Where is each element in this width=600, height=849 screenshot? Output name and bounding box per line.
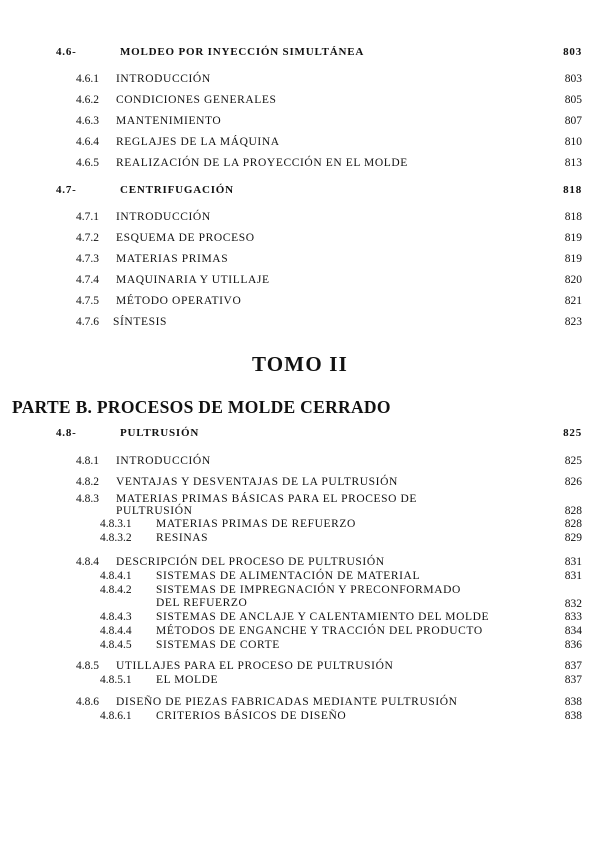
toc-item xyxy=(0,134,600,150)
item-title: INTRODUCCIÓN xyxy=(116,73,211,85)
item-title: EL MOLDE xyxy=(156,674,219,686)
item-title: INTRODUCCIÓN xyxy=(116,211,211,223)
item-page: 823 xyxy=(564,316,582,328)
item-number: 4.8.5 xyxy=(76,660,99,672)
toc-section-4-7 xyxy=(0,182,600,198)
item-number: 4.8.4.4 xyxy=(100,625,132,637)
toc-subitem xyxy=(0,517,600,531)
item-number: 4.6.3 xyxy=(76,115,99,127)
item-number: 4.8.6.1 xyxy=(100,710,132,722)
item-page: 828 xyxy=(564,518,582,530)
item-title-line-2: PULTRUSIÓN xyxy=(116,505,193,517)
part-title: PARTE B. PROCESOS DE MOLDE CERRADO xyxy=(12,397,391,417)
item-page: 838 xyxy=(564,696,582,708)
item-number: 4.8.3 xyxy=(76,493,99,505)
item-page: 803 xyxy=(564,73,582,85)
item-title-line-1: SISTEMAS DE IMPREGNACIÓN Y PRECONFORMADO xyxy=(156,584,461,596)
item-number: 4.7.2 xyxy=(76,232,99,244)
item-title: MÉTODOS DE ENGANCHE Y TRACCIÓN DEL PRODUCTO xyxy=(156,625,483,637)
volume-title: TOMO II xyxy=(251,352,349,376)
toc-subitem xyxy=(0,531,600,545)
item-title: SISTEMAS DE ALIMENTACIÓN DE MATERIAL xyxy=(156,570,421,582)
item-page: 819 xyxy=(564,253,582,265)
item-title-line-1: MATERIAS PRIMAS BÁSICAS PARA EL PROCESO DE xyxy=(116,493,418,505)
item-page: 831 xyxy=(564,556,582,568)
toc-item xyxy=(0,555,600,569)
item-number: 4.8.3.1 xyxy=(100,518,132,530)
section-page: 825 xyxy=(563,427,582,439)
toc-item xyxy=(0,314,600,330)
toc-item xyxy=(0,71,600,87)
item-page: 831 xyxy=(564,570,582,582)
toc-subitem xyxy=(0,569,600,583)
toc-item xyxy=(0,453,600,469)
item-title: MÉTODO OPERATIVO xyxy=(116,295,242,307)
item-title: MATERIAS PRIMAS xyxy=(116,253,229,265)
item-title: DISEÑO DE PIEZAS FABRICADAS MEDIANTE PULTRUSIÓN xyxy=(116,696,458,708)
item-title: ESQUEMA DE PROCESO xyxy=(116,232,255,244)
item-number: 4.7.5 xyxy=(76,295,99,307)
item-number: 4.6.5 xyxy=(76,157,99,169)
toc-item xyxy=(0,272,600,288)
item-title: VENTAJAS Y DESVENTAJAS DE LA PULTRUSIÓN xyxy=(116,476,398,488)
item-title: RESINAS xyxy=(156,532,209,544)
toc-section-4-8 xyxy=(0,425,600,441)
toc-item xyxy=(0,92,600,108)
toc-subitem xyxy=(0,624,600,638)
toc-subitem xyxy=(0,638,600,652)
toc-item xyxy=(0,293,600,309)
item-number: 4.6.1 xyxy=(76,73,99,85)
toc-subitem xyxy=(0,583,600,611)
item-title: SISTEMAS DE CORTE xyxy=(156,639,280,651)
toc-item xyxy=(0,209,600,225)
item-number: 4.7.6 xyxy=(76,316,99,328)
item-number: 4.7.3 xyxy=(76,253,99,265)
item-page: 834 xyxy=(564,625,582,637)
item-title: MANTENIMIENTO xyxy=(116,115,222,127)
item-page: 813 xyxy=(564,157,582,169)
item-number: 4.8.4.2 xyxy=(100,584,132,596)
toc-item xyxy=(0,659,600,673)
item-page: 832 xyxy=(564,598,582,610)
section-number: 4.7- xyxy=(56,184,77,196)
item-number: 4.6.4 xyxy=(76,136,99,148)
item-title: CRITERIOS BÁSICOS DE DISEÑO xyxy=(156,710,347,722)
item-title: CONDICIONES GENERALES xyxy=(116,94,277,106)
item-number: 4.6.2 xyxy=(76,94,99,106)
item-number: 4.7.1 xyxy=(76,211,99,223)
item-title: DESCRIPCIÓN DEL PROCESO DE PULTRUSIÓN xyxy=(116,556,385,568)
item-title: MATERIAS PRIMAS DE REFUERZO xyxy=(156,518,356,530)
item-page: 837 xyxy=(564,660,582,672)
item-page: 833 xyxy=(564,611,582,623)
item-page: 818 xyxy=(564,211,582,223)
toc-item xyxy=(0,155,600,171)
item-title: MAQUINARIA Y UTILLAJE xyxy=(116,274,270,286)
item-number: 4.8.6 xyxy=(76,696,99,708)
toc-item xyxy=(0,695,600,709)
item-page: 826 xyxy=(564,476,582,488)
item-title: INTRODUCCIÓN xyxy=(116,455,211,467)
item-number: 4.8.4 xyxy=(76,556,99,568)
section-page: 803 xyxy=(563,46,582,58)
item-title: REALIZACIÓN DE LA PROYECCIÓN EN EL MOLDE xyxy=(116,157,408,169)
item-page: 807 xyxy=(564,115,582,127)
section-title: MOLDEO POR INYECCIÓN SIMULTÁNEA xyxy=(120,46,365,58)
toc-subitem xyxy=(0,709,600,723)
toc-item xyxy=(0,251,600,267)
item-number: 4.7.4 xyxy=(76,274,99,286)
item-title: REGLAJES DE LA MÁQUINA xyxy=(116,136,280,148)
item-page: 838 xyxy=(564,710,582,722)
item-number: 4.8.3.2 xyxy=(100,532,132,544)
item-page: 829 xyxy=(564,532,582,544)
item-page: 820 xyxy=(564,274,582,286)
item-page: 819 xyxy=(564,232,582,244)
section-title: CENTRIFUGACIÓN xyxy=(120,184,234,196)
item-title: SISTEMAS DE ANCLAJE Y CALENTAMIENTO DEL MOLDE xyxy=(156,611,490,623)
item-number: 4.8.2 xyxy=(76,476,99,488)
item-number: 4.8.5.1 xyxy=(100,674,132,686)
item-number: 4.8.4.1 xyxy=(100,570,132,582)
item-title: SÍNTESIS xyxy=(113,316,168,328)
item-number: 4.8.4.5 xyxy=(100,639,132,651)
item-page: 805 xyxy=(564,94,582,106)
item-number: 4.8.4.3 xyxy=(100,611,132,623)
toc-item xyxy=(0,113,600,129)
item-page: 836 xyxy=(564,639,582,651)
toc-section-4-6 xyxy=(0,44,600,60)
toc-item xyxy=(0,474,600,490)
section-number: 4.6- xyxy=(56,46,77,58)
section-number: 4.8- xyxy=(56,427,77,439)
toc-item xyxy=(0,230,600,246)
section-title: PULTRUSIÓN xyxy=(120,427,200,439)
section-page: 818 xyxy=(563,184,582,196)
item-number: 4.8.1 xyxy=(76,455,99,467)
item-page: 837 xyxy=(564,674,582,686)
item-page: 810 xyxy=(564,136,582,148)
item-page: 828 xyxy=(564,505,582,517)
item-title: UTILLAJES PARA EL PROCESO DE PULTRUSIÓN xyxy=(116,660,394,672)
toc-subitem xyxy=(0,610,600,624)
item-page: 821 xyxy=(564,295,582,307)
item-page: 825 xyxy=(564,455,582,467)
toc-subitem xyxy=(0,673,600,687)
item-title-line-2: DEL REFUERZO xyxy=(156,597,248,609)
